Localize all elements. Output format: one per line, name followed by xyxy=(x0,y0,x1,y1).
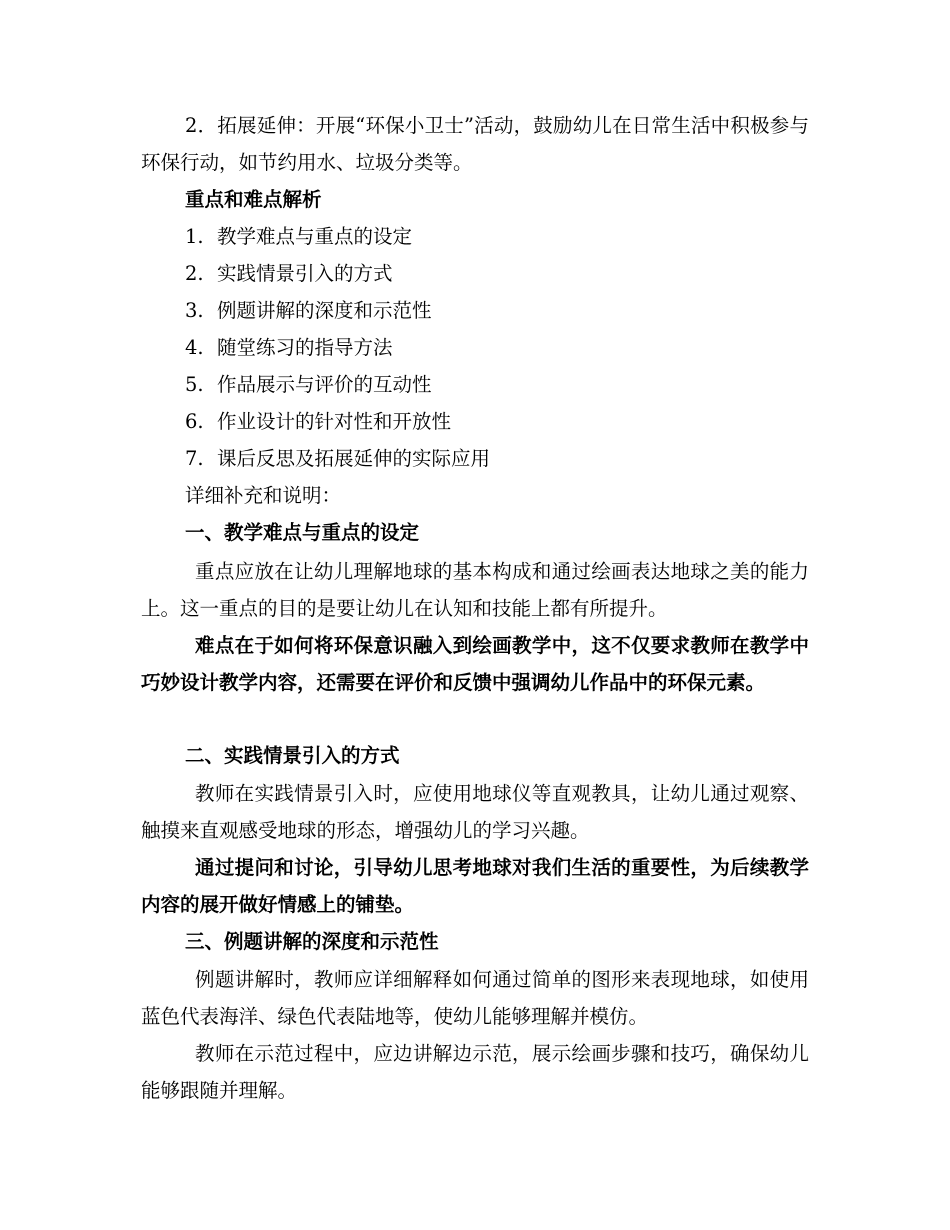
list-item-text: 作业设计的针对性和开放性 xyxy=(217,410,452,433)
section-paragraph: 重点应放在让幼儿理解地球的基本构成和通过绘画表达地球之美的能力上。这一重点的目的是要让幼儿在认知和技能上都有所提升。 xyxy=(141,560,809,620)
list-item-number: 5. xyxy=(185,373,204,396)
list-item xyxy=(185,440,490,477)
list-item-number: 2. xyxy=(185,262,204,285)
list-item xyxy=(185,329,490,366)
list-item xyxy=(185,366,490,403)
list-item-text: 随堂练习的指导方法 xyxy=(217,336,393,359)
supplement-label: 详细补充和说明： xyxy=(185,484,342,507)
list-item-text: 例题讲解的深度和示范性 xyxy=(217,299,432,322)
section-paragraph: 例题讲解时，教师应详细解释如何通过简单的图形来表现地球，如使用蓝色代表海洋、绿色代表陆地等，使幼儿能够理解并模仿。 xyxy=(141,968,809,1028)
list-item-number: 6. xyxy=(185,410,204,433)
section-heading: 三、例题讲解的深度和示范性 xyxy=(185,930,439,953)
list-item xyxy=(185,218,490,255)
analysis-heading: 重点和难点解析 xyxy=(185,188,322,211)
list-item-text: 实践情景引入的方式 xyxy=(217,262,393,285)
intro-paragraph: 2．拓展延伸：开展“环保小卫士”活动，鼓励幼儿在日常生活中积极参与环保行动，如节约用水、垃圾分类等。 xyxy=(141,114,809,174)
list-item-number: 4. xyxy=(185,336,204,359)
section-paragraph: 教师在示范过程中，应边讲解边示范，展示绘画步骤和技巧，确保幼儿能够跟随并理解。 xyxy=(141,1042,809,1102)
list-item-number: 7. xyxy=(185,447,204,470)
list-item-text: 课后反思及拓展延伸的实际应用 xyxy=(217,447,491,470)
section-heading: 一、教学难点与重点的设定 xyxy=(185,521,420,544)
list-item-number: 1. xyxy=(185,225,204,248)
analysis-list xyxy=(185,218,490,477)
list-item-text: 作品展示与评价的互动性 xyxy=(217,373,432,396)
section-heading: 二、实践情景引入的方式 xyxy=(185,744,400,767)
list-item xyxy=(185,255,490,292)
section-paragraph: 通过提问和讨论，引导幼儿思考地球对我们生活的重要性，为后续教学内容的展开做好情感上的铺垫。 xyxy=(141,856,809,916)
list-item-text: 教学难点与重点的设定 xyxy=(217,225,413,248)
section-paragraph: 难点在于如何将环保意识融入到绘画教学中，这不仅要求教师在教学中巧妙设计教学内容，还需要在评价和反馈中强调幼儿作品中的环保元素。 xyxy=(141,634,809,694)
list-item xyxy=(185,292,490,329)
list-item-number: 3. xyxy=(185,299,204,322)
section-paragraph: 教师在实践情景引入时，应使用地球仪等直观教具，让幼儿通过观察、触摸来直观感受地球的形态，增强幼儿的学习兴趣。 xyxy=(141,782,809,842)
list-item xyxy=(185,403,490,440)
